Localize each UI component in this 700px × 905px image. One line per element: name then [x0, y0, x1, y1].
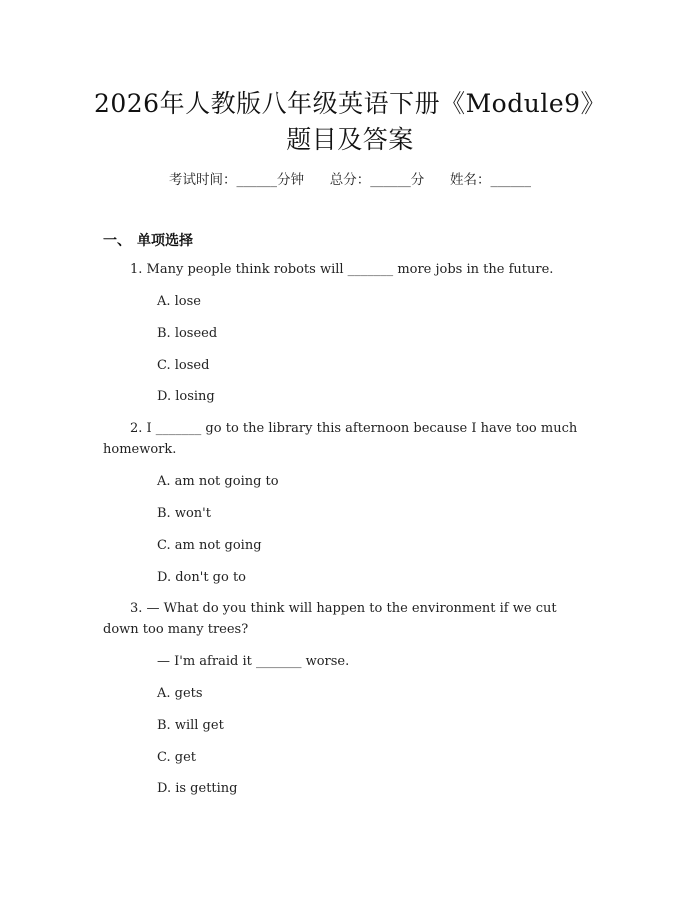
question-3-option-d[interactable]: D. is getting — [157, 781, 238, 796]
section-heading — [103, 230, 193, 250]
question-3-option-b[interactable]: B. will get — [157, 718, 224, 733]
question-2-option-d[interactable]: D. don't go to — [157, 570, 247, 585]
question-3-dialogue-line: — I'm afraid it _______ worse. — [157, 654, 350, 669]
question-3-option-c[interactable]: C. get — [157, 750, 196, 765]
question-1-stem: 1. Many people think robots will _______ more jobs in the future. — [130, 262, 554, 277]
question-1-option-a[interactable]: A. lose — [157, 294, 202, 309]
question-1-option-d[interactable]: D. losing — [157, 389, 215, 404]
question-2-option-c[interactable]: C. am not going — [157, 538, 262, 553]
question-3-stem: 3. — What do you think will happen to the environment if we cut down too many trees? — [103, 601, 557, 637]
question-2-option-a[interactable]: A. am not going to — [157, 474, 279, 489]
page-subtitle: 题目及答案 — [286, 125, 414, 154]
question-3-option-a[interactable]: A. gets — [157, 686, 203, 701]
question-1-option-c[interactable]: C. losed — [157, 358, 210, 373]
question-1-option-b[interactable]: B. loseed — [157, 326, 218, 341]
exam-meta-line: 考试时间：______分钟 总分：______分 姓名：______ — [169, 172, 531, 188]
section-title: 单项选择 — [137, 233, 193, 249]
question-2-option-b[interactable]: B. won't — [157, 506, 211, 521]
question-2-stem: 2. I _______ go to the library this afternoon because I have too much homework. — [103, 421, 578, 457]
section-number: 一、 — [103, 233, 131, 249]
page-title: 2026年人教版八年级英语下册《Module9》 — [93, 89, 607, 118]
